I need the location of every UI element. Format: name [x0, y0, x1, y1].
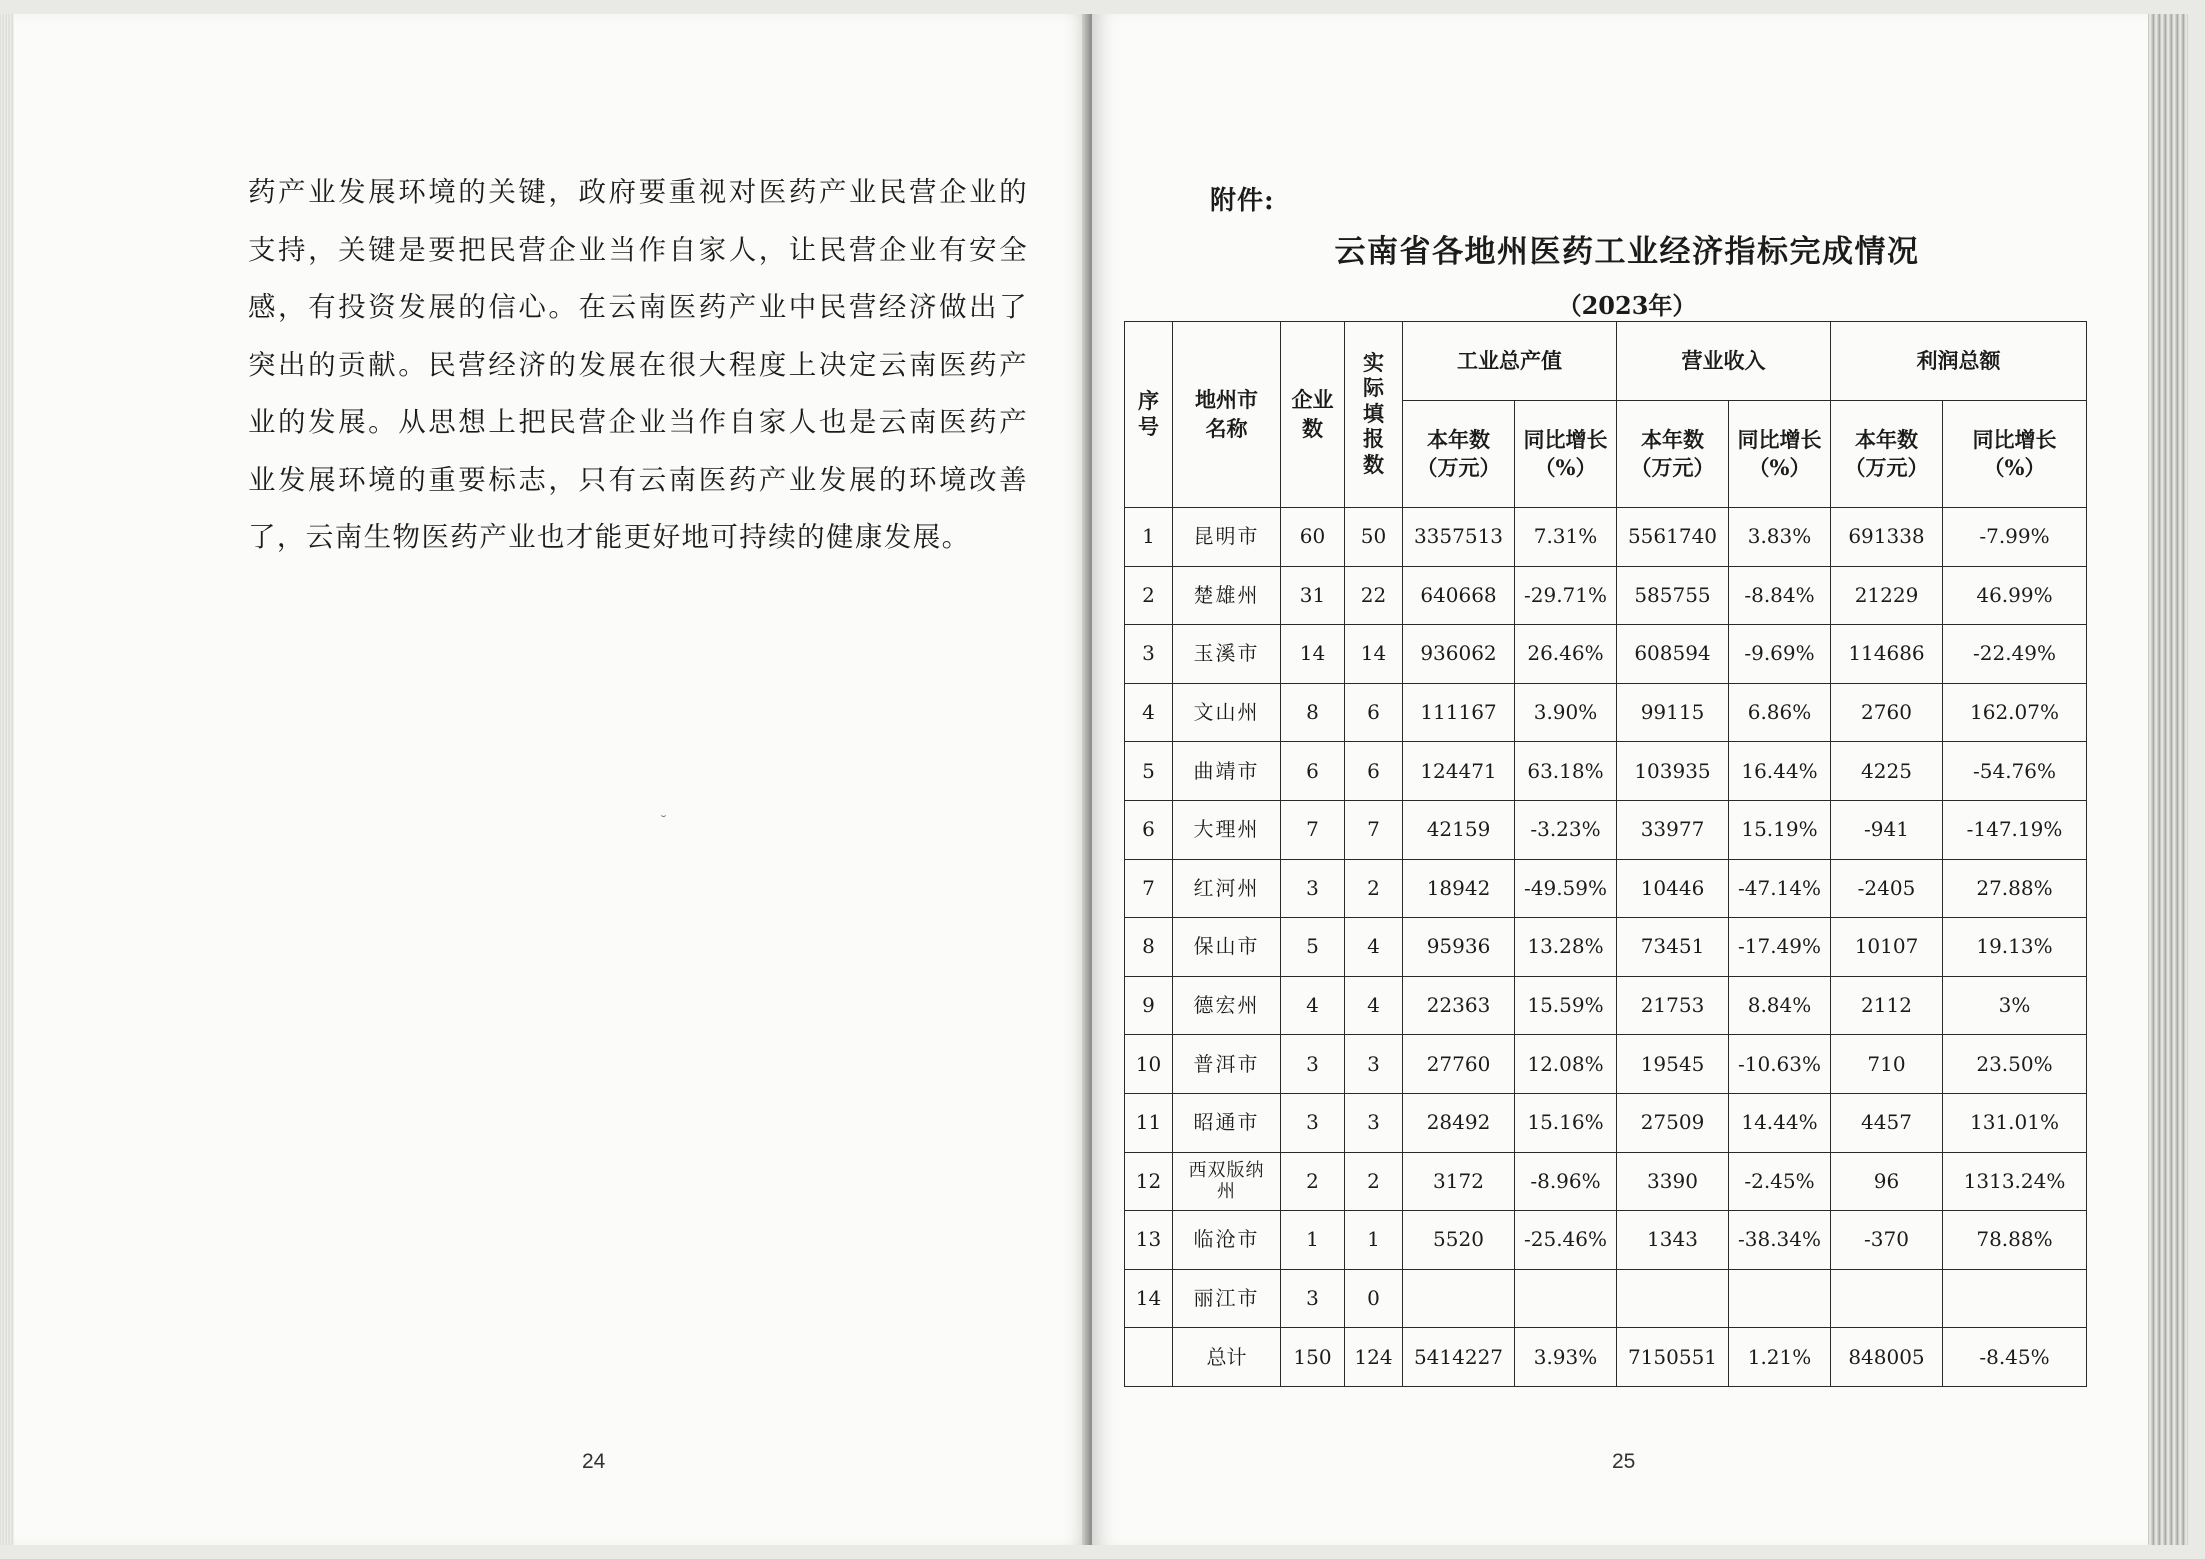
revenue-growth-cell: -2.45% — [1729, 1152, 1831, 1211]
reported-cell: 0 — [1345, 1269, 1403, 1328]
revenue-value-cell — [1617, 1269, 1729, 1328]
revenue-growth-cell — [1729, 1269, 1831, 1328]
page-number: 24 — [582, 1450, 606, 1473]
region-cell: 曲靖市 — [1173, 742, 1281, 801]
header-growth: 同比增长（%） — [1729, 401, 1831, 508]
output-growth-cell: 63.18% — [1515, 742, 1617, 801]
profit-growth-cell: -22.49% — [1943, 625, 2087, 684]
table-row — [1125, 859, 2087, 918]
output-growth-cell: -49.59% — [1515, 859, 1617, 918]
page-number: 25 — [1612, 1450, 1636, 1473]
seq-cell: 1 — [1125, 508, 1173, 567]
revenue-value-cell: 33977 — [1617, 800, 1729, 859]
output-value-cell: 3357513 — [1403, 508, 1515, 567]
region-cell: 红河州 — [1173, 859, 1281, 918]
reported-cell: 22 — [1345, 566, 1403, 625]
revenue-growth-cell: 16.44% — [1729, 742, 1831, 801]
left-page — [12, 14, 1090, 1545]
revenue-growth-cell: 15.19% — [1729, 800, 1831, 859]
region-cell: 楚雄州 — [1173, 566, 1281, 625]
output-growth-cell: -25.46% — [1515, 1211, 1617, 1270]
profit-growth-cell: 131.01% — [1943, 1093, 2087, 1152]
reported-cell: 4 — [1345, 918, 1403, 977]
table-row — [1125, 566, 2087, 625]
header-revenue: 营业收入 — [1617, 322, 1831, 401]
enterprises-cell: 1 — [1281, 1211, 1345, 1270]
reported-cell: 6 — [1345, 683, 1403, 742]
header-current-value: 本年数（万元） — [1403, 401, 1515, 508]
profit-growth-cell: 27.88% — [1943, 859, 2087, 918]
header-seq: 序号 — [1125, 322, 1173, 508]
profit-value-cell: 21229 — [1831, 566, 1943, 625]
output-growth-cell: -3.23% — [1515, 800, 1617, 859]
table-body — [1125, 508, 2087, 1387]
seq-cell: 8 — [1125, 918, 1173, 977]
profit-value-cell: 691338 — [1831, 508, 1943, 567]
output-growth-cell: -29.71% — [1515, 566, 1617, 625]
reported-cell: 1 — [1345, 1211, 1403, 1270]
output-growth-cell: 15.16% — [1515, 1093, 1617, 1152]
enterprises-cell: 8 — [1281, 683, 1345, 742]
region-cell: 德宏州 — [1173, 976, 1281, 1035]
profit-value-cell: 2112 — [1831, 976, 1943, 1035]
profit-growth-cell: -147.19% — [1943, 800, 2087, 859]
revenue-value-cell: 10446 — [1617, 859, 1729, 918]
indicator-table — [1124, 321, 2087, 1387]
attachment-label: 附件: — [1210, 186, 1275, 216]
revenue-value-cell: 585755 — [1617, 566, 1729, 625]
region-cell: 文山州 — [1173, 683, 1281, 742]
header-growth: 同比增长（%） — [1943, 401, 2087, 508]
enterprises-cell: 3 — [1281, 1093, 1345, 1152]
output-growth-cell: 26.46% — [1515, 625, 1617, 684]
enterprises-cell: 3 — [1281, 859, 1345, 918]
profit-value-cell: 4225 — [1831, 742, 1943, 801]
header-current-value: 本年数（万元） — [1831, 401, 1943, 508]
revenue-growth-cell: -10.63% — [1729, 1035, 1831, 1094]
reported-cell: 7 — [1345, 800, 1403, 859]
total-enterprises-cell: 150 — [1281, 1328, 1345, 1387]
profit-value-cell: -941 — [1831, 800, 1943, 859]
total-profit-value-cell: 848005 — [1831, 1328, 1943, 1387]
revenue-value-cell: 3390 — [1617, 1152, 1729, 1211]
total-row — [1125, 1328, 2087, 1387]
header-growth: 同比增长（%） — [1515, 401, 1617, 508]
revenue-growth-cell: 14.44% — [1729, 1093, 1831, 1152]
enterprises-cell: 14 — [1281, 625, 1345, 684]
output-value-cell: 124471 — [1403, 742, 1515, 801]
table-row — [1125, 1152, 2087, 1211]
output-growth-cell — [1515, 1269, 1617, 1328]
total-revenue-value-cell: 7150551 — [1617, 1328, 1729, 1387]
reported-cell: 2 — [1345, 859, 1403, 918]
reported-cell: 6 — [1345, 742, 1403, 801]
total-profit-growth-cell: -8.45% — [1943, 1328, 2087, 1387]
scan-speck: ˘ — [660, 814, 667, 830]
seq-cell: 6 — [1125, 800, 1173, 859]
table-row — [1125, 1269, 2087, 1328]
revenue-value-cell: 99115 — [1617, 683, 1729, 742]
reported-cell: 50 — [1345, 508, 1403, 567]
enterprises-cell: 3 — [1281, 1035, 1345, 1094]
revenue-value-cell: 5561740 — [1617, 508, 1729, 567]
total-output-value-cell: 5414227 — [1403, 1328, 1515, 1387]
total-reported-cell: 124 — [1345, 1328, 1403, 1387]
output-growth-cell: 3.90% — [1515, 683, 1617, 742]
revenue-value-cell: 1343 — [1617, 1211, 1729, 1270]
table-row — [1125, 625, 2087, 684]
enterprises-cell: 6 — [1281, 742, 1345, 801]
revenue-growth-cell: 6.86% — [1729, 683, 1831, 742]
profit-value-cell: -2405 — [1831, 859, 1943, 918]
header-reported: 实际填报数 — [1345, 322, 1403, 508]
revenue-growth-cell: -17.49% — [1729, 918, 1831, 977]
revenue-value-cell: 608594 — [1617, 625, 1729, 684]
output-growth-cell: -8.96% — [1515, 1152, 1617, 1211]
output-growth-cell: 15.59% — [1515, 976, 1617, 1035]
profit-growth-cell: 23.50% — [1943, 1035, 2087, 1094]
region-cell: 昭通市 — [1173, 1093, 1281, 1152]
output-value-cell: 640668 — [1403, 566, 1515, 625]
seq-cell: 4 — [1125, 683, 1173, 742]
table-row — [1125, 742, 2087, 801]
profit-growth-cell: 19.13% — [1943, 918, 2087, 977]
total-seq-cell — [1125, 1328, 1173, 1387]
output-value-cell: 95936 — [1403, 918, 1515, 977]
profit-growth-cell: -7.99% — [1943, 508, 2087, 567]
profit-growth-cell — [1943, 1269, 2087, 1328]
output-value-cell: 5520 — [1403, 1211, 1515, 1270]
region-cell: 普洱市 — [1173, 1035, 1281, 1094]
profit-value-cell: -370 — [1831, 1211, 1943, 1270]
header-profit: 利润总额 — [1831, 322, 2087, 401]
header-output: 工业总产值 — [1403, 322, 1617, 401]
enterprises-cell: 2 — [1281, 1152, 1345, 1211]
region-cell: 保山市 — [1173, 918, 1281, 977]
region-cell: 西双版纳州 — [1173, 1152, 1281, 1211]
revenue-growth-cell: 3.83% — [1729, 508, 1831, 567]
region-cell: 丽江市 — [1173, 1269, 1281, 1328]
profit-value-cell: 4457 — [1831, 1093, 1943, 1152]
table-row — [1125, 976, 2087, 1035]
output-value-cell: 42159 — [1403, 800, 1515, 859]
region-cell: 玉溪市 — [1173, 625, 1281, 684]
revenue-value-cell: 73451 — [1617, 918, 1729, 977]
reported-cell: 14 — [1345, 625, 1403, 684]
seq-cell: 10 — [1125, 1035, 1173, 1094]
output-growth-cell: 13.28% — [1515, 918, 1617, 977]
header-region: 地州市名称 — [1173, 322, 1281, 508]
seq-cell: 5 — [1125, 742, 1173, 801]
reported-cell: 2 — [1345, 1152, 1403, 1211]
seq-cell: 9 — [1125, 976, 1173, 1035]
revenue-value-cell: 19545 — [1617, 1035, 1729, 1094]
total-output-growth-cell: 3.93% — [1515, 1328, 1617, 1387]
seq-cell: 2 — [1125, 566, 1173, 625]
revenue-growth-cell: -9.69% — [1729, 625, 1831, 684]
profit-value-cell: 96 — [1831, 1152, 1943, 1211]
output-value-cell: 27760 — [1403, 1035, 1515, 1094]
seq-cell: 11 — [1125, 1093, 1173, 1152]
profit-growth-cell: -54.76% — [1943, 742, 2087, 801]
table-row — [1125, 1211, 2087, 1270]
output-value-cell: 936062 — [1403, 625, 1515, 684]
table-row — [1125, 508, 2087, 567]
enterprises-cell: 7 — [1281, 800, 1345, 859]
total-revenue-growth-cell: 1.21% — [1729, 1328, 1831, 1387]
table-row — [1125, 683, 2087, 742]
page-edge-stack — [0, 14, 14, 1545]
seq-cell: 12 — [1125, 1152, 1173, 1211]
enterprises-cell: 4 — [1281, 976, 1345, 1035]
profit-growth-cell: 78.88% — [1943, 1211, 2087, 1270]
profit-growth-cell: 3% — [1943, 976, 2087, 1035]
output-value-cell: 28492 — [1403, 1093, 1515, 1152]
enterprises-cell: 60 — [1281, 508, 1345, 567]
enterprises-cell: 5 — [1281, 918, 1345, 977]
table-year: （2023年） — [1557, 291, 1697, 320]
revenue-growth-cell: -38.34% — [1729, 1211, 1831, 1270]
profit-growth-cell: 1313.24% — [1943, 1152, 2087, 1211]
seq-cell: 3 — [1125, 625, 1173, 684]
output-value-cell: 22363 — [1403, 976, 1515, 1035]
region-cell: 大理州 — [1173, 800, 1281, 859]
output-value-cell: 3172 — [1403, 1152, 1515, 1211]
revenue-value-cell: 103935 — [1617, 742, 1729, 801]
seq-cell: 14 — [1125, 1269, 1173, 1328]
region-cell: 临沧市 — [1173, 1211, 1281, 1270]
seq-cell: 7 — [1125, 859, 1173, 918]
profit-value-cell: 710 — [1831, 1035, 1943, 1094]
body-paragraph: 药产业发展环境的关键，政府要重视对医药产业民营企业的支持，关键是要把民营企业当作自家人，让民营企业有安全感，有投资发展的信心。在云南医药产业中民营经济做出了突出的贡献。民营经济的发展在很大程度上决定云南医药产业的发展。从思想上把民营企业当作自家人也是云南医药产业发展环境的重要标志，只有云南医药产业发展的环境改善了，云南生物医药产业也才能更好地可持续的健康发展。 — [248, 176, 1028, 553]
region-cell: 昆明市 — [1173, 508, 1281, 567]
output-growth-cell: 7.31% — [1515, 508, 1617, 567]
output-value-cell: 18942 — [1403, 859, 1515, 918]
revenue-value-cell: 27509 — [1617, 1093, 1729, 1152]
reported-cell: 3 — [1345, 1093, 1403, 1152]
profit-growth-cell: 162.07% — [1943, 683, 2087, 742]
table-row — [1125, 800, 2087, 859]
revenue-growth-cell: -8.84% — [1729, 566, 1831, 625]
profit-growth-cell: 46.99% — [1943, 566, 2087, 625]
table-row — [1125, 1093, 2087, 1152]
profit-value-cell: 10107 — [1831, 918, 1943, 977]
total-region-cell: 总计 — [1173, 1328, 1281, 1387]
revenue-value-cell: 21753 — [1617, 976, 1729, 1035]
output-value-cell: 111167 — [1403, 683, 1515, 742]
seq-cell: 13 — [1125, 1211, 1173, 1270]
profit-value-cell — [1831, 1269, 1943, 1328]
table-row — [1125, 918, 2087, 977]
reported-cell: 3 — [1345, 1035, 1403, 1094]
output-value-cell — [1403, 1269, 1515, 1328]
revenue-growth-cell: -47.14% — [1729, 859, 1831, 918]
table-row — [1125, 1035, 2087, 1094]
reported-cell: 4 — [1345, 976, 1403, 1035]
output-growth-cell: 12.08% — [1515, 1035, 1617, 1094]
header-current-value: 本年数（万元） — [1617, 401, 1729, 508]
enterprises-cell: 3 — [1281, 1269, 1345, 1328]
enterprises-cell: 31 — [1281, 566, 1345, 625]
right-page — [1092, 14, 2162, 1545]
profit-value-cell: 114686 — [1831, 625, 1943, 684]
revenue-growth-cell: 8.84% — [1729, 976, 1831, 1035]
profit-value-cell: 2760 — [1831, 683, 1943, 742]
header-enterprises: 企业数 — [1281, 322, 1345, 508]
table-title: 云南省各地州医药工业经济指标完成情况 — [1334, 234, 1920, 270]
